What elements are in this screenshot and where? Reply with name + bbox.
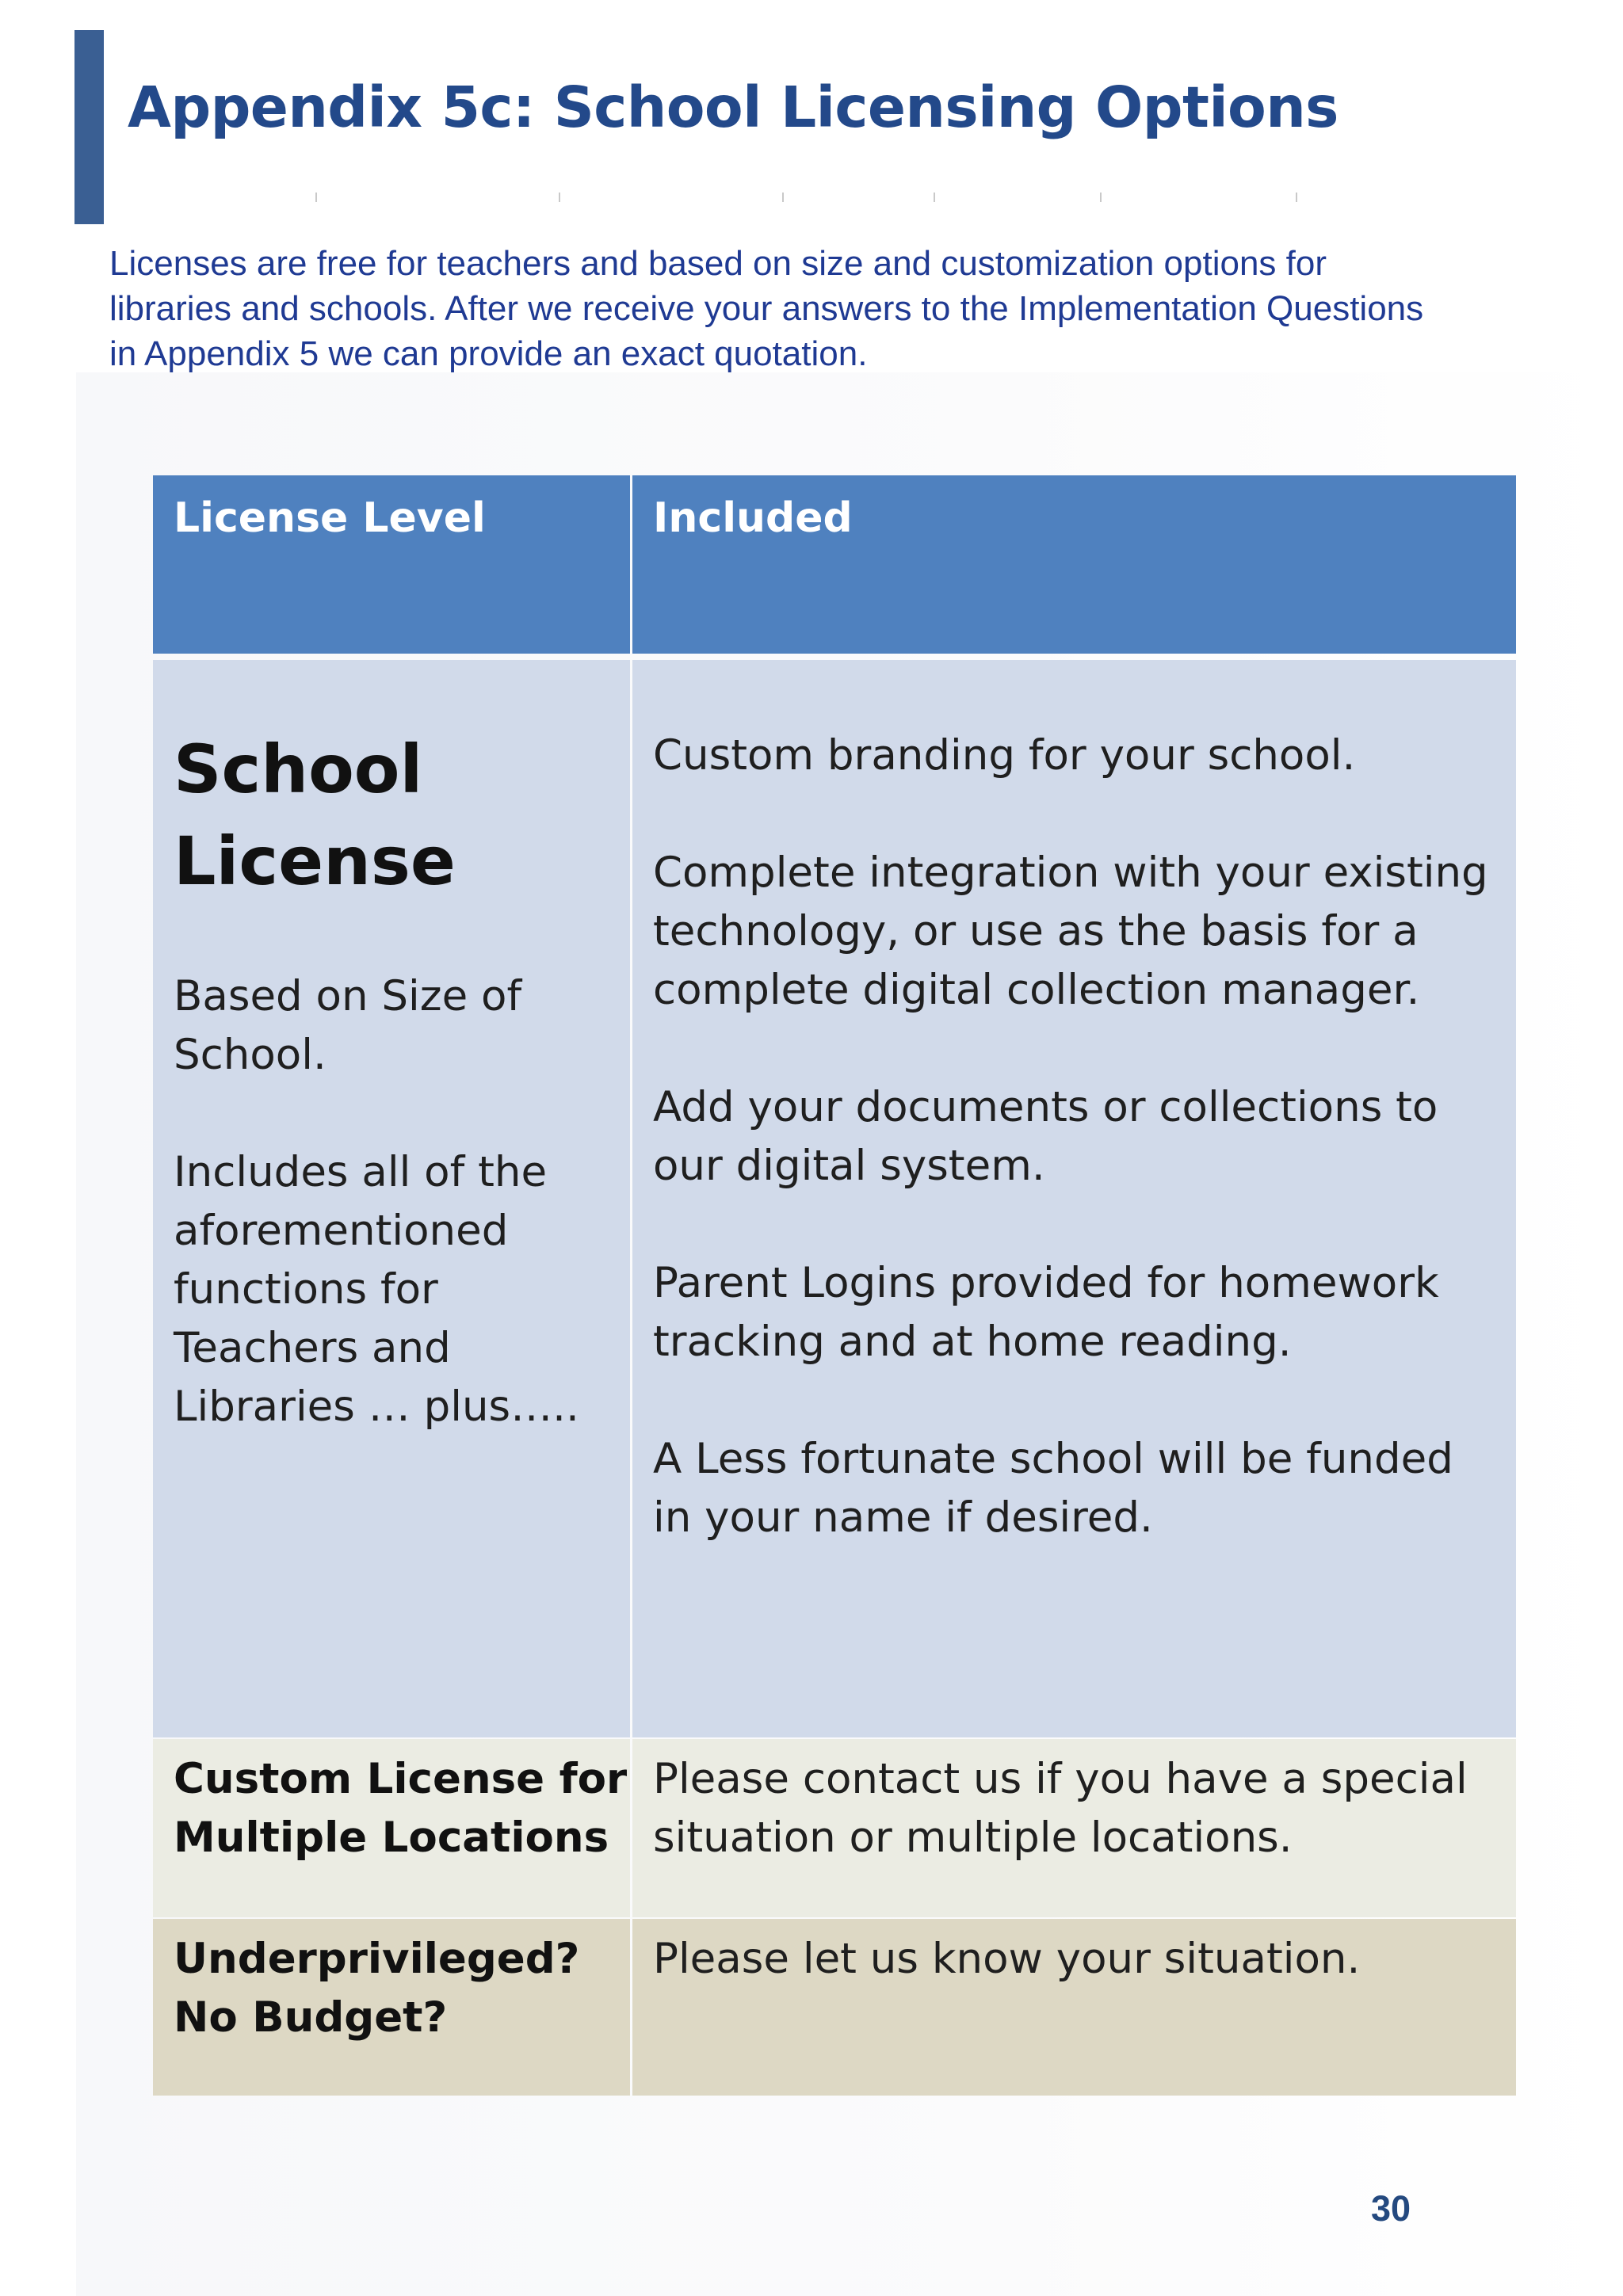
school-license-heading: School License (174, 730, 456, 900)
feature-item: Add your documents or collections to our digital system. (653, 1083, 1438, 1190)
ruler-tick (782, 193, 784, 202)
header-cell-included (632, 475, 1516, 654)
header-included-label: Included (653, 494, 853, 542)
ruler-tick (934, 193, 935, 202)
intro-paragraph: Licenses are free for teachers and based on size and customization options for libraries and schools. After we receive your answers to the Implementation Questions in Appendix 5 we can provide an exact quotation. (109, 244, 1424, 373)
ruler-tick (1296, 193, 1297, 202)
underprivileged-label: Underprivileged? No Budget? (174, 1935, 580, 2042)
ruler-tick (559, 193, 560, 202)
title-accent-bar (74, 30, 104, 224)
custom-license-label: Custom License for Multiple Locations (174, 1755, 628, 1862)
feature-item: Complete integration with your existing technology, or use as the basis for a complete digital collection manager. (653, 849, 1488, 1014)
ruler-tick (315, 193, 317, 202)
custom-license-text: Please contact us if you have a special situation or multiple locations. (653, 1755, 1468, 1862)
feature-item: A Less fortunate school will be funded in your name if desired. (653, 1435, 1453, 1542)
school-includes-note: Includes all of the aforementioned functions for Teachers and Libraries … plus….. (174, 1148, 579, 1431)
licensing-table (153, 475, 1516, 2100)
table-row-custom-license (153, 1739, 1516, 1917)
school-license-level-cell (153, 660, 630, 1737)
table-header-row (153, 475, 1516, 654)
page-title: Appendix 5c: School Licensing Options (128, 74, 1338, 140)
feature-item: Parent Logins provided for homework tracking and at home reading. (653, 1259, 1439, 1366)
ruler-tick (1100, 193, 1102, 202)
school-size-note: Based on Size of School. (174, 972, 522, 1079)
underprivileged-text: Please let us know your situation. (653, 1935, 1361, 1983)
underprivileged-included-cell (632, 1919, 1516, 2096)
custom-license-level-cell (153, 1739, 630, 1917)
feature-item: Custom branding for your school. (653, 731, 1356, 780)
table-row-underprivileged (153, 1919, 1516, 2096)
underprivileged-level-cell (153, 1919, 630, 2096)
header-cell-license-level (153, 475, 630, 654)
table-row-school-license (153, 660, 1516, 1737)
page-number: 30 (1370, 2188, 1411, 2229)
header-license-level-label: License Level (174, 494, 486, 542)
school-license-included-cell (632, 660, 1516, 1737)
custom-license-included-cell (632, 1739, 1516, 1917)
